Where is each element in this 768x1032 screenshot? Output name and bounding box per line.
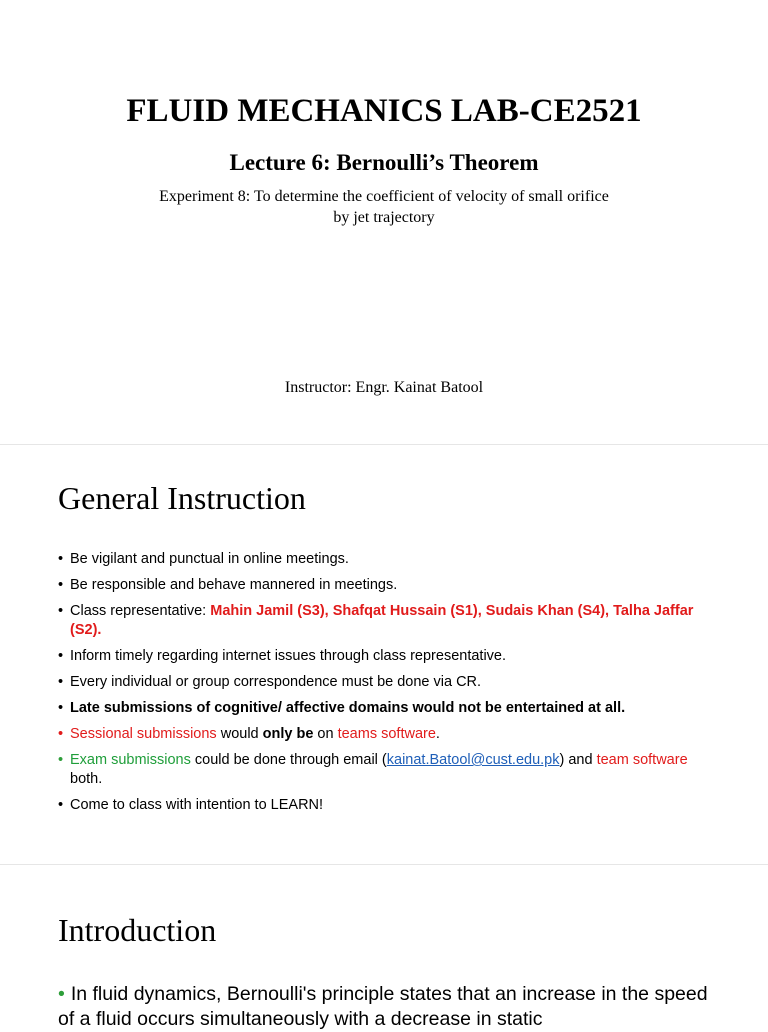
list-item: • Come to class with intention to LEARN! bbox=[58, 796, 718, 815]
course-title: FLUID MECHANICS LAB-CE2521 bbox=[126, 93, 642, 129]
instructor-name: Instructor: Engr. Kainat Batool bbox=[284, 379, 484, 396]
list-item: • Inform timely regarding internet issues through class representative. bbox=[58, 647, 718, 666]
list-item: • Exam submissions could be done through email (kainat.Batool@cust.edu.pk) and team software both. bbox=[58, 751, 718, 789]
slide-heading: General Instruction bbox=[58, 480, 306, 516]
instruction-list bbox=[58, 550, 718, 822]
email-link[interactable]: kainat.Batool@cust.edu.pk bbox=[386, 752, 560, 768]
intro-paragraph: • In fluid dynamics, Bernoulli's principle states that an increase in the speed of a fluid occurs simultaneously with a decrease in static bbox=[58, 983, 708, 1030]
title-slide bbox=[0, 0, 768, 440]
experiment-description bbox=[84, 186, 684, 228]
slide-heading: Introduction bbox=[58, 912, 217, 948]
slide-divider bbox=[0, 864, 768, 865]
list-item: • Late submissions of cognitive/ affective domains would not be entertained at all. bbox=[58, 699, 718, 718]
bullet-icon: • bbox=[58, 983, 65, 1005]
list-item: • Sessional submissions would only be on teams software. bbox=[58, 725, 718, 744]
list-item: • Class representative: Mahin Jamil (S3), Shafqat Hussain (S1), Sudais Khan (S4), Talha Jaffar (S2). bbox=[58, 602, 718, 640]
instructions-slide bbox=[0, 450, 768, 860]
list-item: • Be vigilant and punctual in online meetings. bbox=[58, 550, 718, 569]
list-item: • Every individual or group correspondence must be done via CR. bbox=[58, 673, 718, 692]
experiment-line-1: Experiment 8: To determine the coefficient of velocity of small orifice bbox=[159, 188, 609, 205]
cr-names: Mahin Jamil (S3), Shafqat Hussain (S1), Sudais Khan (S4), Talha Jaffar (S2). bbox=[70, 603, 694, 638]
experiment-line-2: by jet trajectory bbox=[333, 209, 435, 226]
introduction-slide bbox=[0, 870, 768, 1030]
lecture-subtitle: Lecture 6: Bernoulli’s Theorem bbox=[229, 150, 539, 175]
slide-divider bbox=[0, 444, 768, 445]
list-item: • Be responsible and behave mannered in meetings. bbox=[58, 576, 718, 595]
